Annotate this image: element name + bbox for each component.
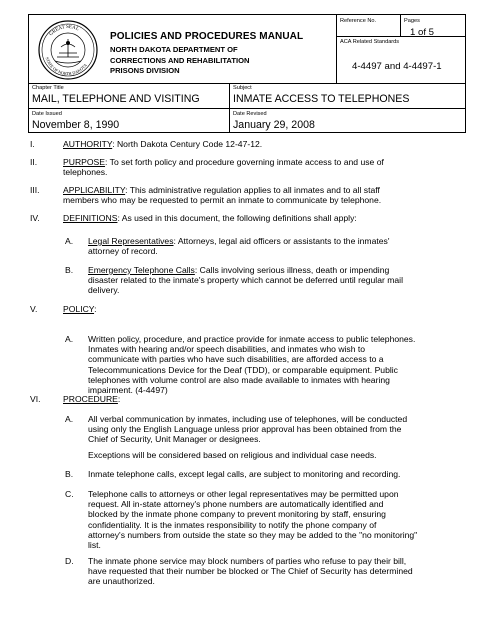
policy-text-line: Telecommunications Device for the Deaf (TDD), or comparable equipment. Public (88, 364, 398, 375)
header-divider (400, 15, 401, 36)
date-issued-label: Date Issued (32, 111, 62, 117)
policy-text-line: telephones with volume control are also made available to inmates with hearing (88, 374, 390, 385)
procedure-text-line: The inmate phone service may block numbers of parties who refuse to pay their bill, (88, 556, 407, 566)
reference-label: Reference No. (340, 18, 377, 24)
procedure-text-line: All verbal communication by inmates, including use of telephones, will be conducted (88, 414, 408, 424)
authority-section (63, 139, 262, 149)
section-text: : North Dakota Century Code 12-47-12. (112, 139, 263, 149)
org-line: NORTH DAKOTA DEPARTMENT OF (110, 45, 238, 54)
policy-text-line: Written policy, procedure, and practice provide for inmate access to public telephones. (88, 334, 416, 344)
svg-text:GREAT SEAL: GREAT SEAL (48, 24, 80, 38)
procedure-section (63, 394, 120, 404)
procedure-text-line: have requested that their number be blocked or The Chief of Security has determined (88, 566, 413, 577)
item-letter: B. (65, 265, 74, 275)
svg-text:STATE OF NORTH DAKOTA: STATE OF NORTH DAKOTA (44, 56, 88, 77)
chapter-title-label: Chapter Title (32, 85, 64, 91)
date-revised-label: Date Revised (233, 111, 267, 117)
section-text: : As used in this document, the following definitions shall apply: (117, 213, 357, 223)
section-number: VI. (30, 394, 41, 404)
section-text: telephones. (63, 167, 108, 178)
org-line: CORRECTIONS AND REHABILITATION (110, 55, 250, 65)
procedure-text-line: attorney's numbers from outside the state so they may be added to the "no monitoring" (88, 529, 418, 540)
policy-text-line: impairment. (4-4497) (88, 385, 168, 396)
procedure-item-a (88, 414, 473, 445)
purpose-section (63, 157, 463, 177)
header-divider (336, 15, 337, 83)
date-issued-value: November 8, 1990 (32, 119, 120, 131)
procedure-text-line: request. All in-state attorney's phone numbers are automatically identified and (88, 499, 384, 510)
policy-section (63, 304, 96, 314)
document-header-table (28, 14, 466, 133)
definition-term: Emergency Telephone Calls (88, 265, 195, 275)
procedure-item-b: Inmate telephone calls, except legal calls, are subject to monitoring and recording. (88, 469, 401, 479)
date-revised-value: January 29, 2008 (233, 119, 315, 131)
section-heading: PURPOSE (63, 157, 106, 167)
pages-value: 1 of 5 (410, 27, 435, 38)
north-dakota-state-seal (37, 19, 99, 81)
definition-text: : Attorneys, legal aid officers or assistants to the inmates' (173, 236, 390, 246)
item-letter: A. (65, 414, 74, 424)
section-text: members who may be requested to permit an inmate to communicate by telephone. (63, 195, 382, 206)
item-letter: C. (65, 489, 74, 499)
procedure-text-line: using only the English Language unless prior approval has been obtained from the (88, 424, 402, 435)
item-letter: B. (65, 469, 74, 479)
item-letter: D. (65, 556, 74, 566)
section-heading: PROCEDURE (63, 394, 118, 404)
procedure-text-line: confidentiality. It is the inmates responsibility to notify the phone company of (88, 519, 377, 530)
procedure-text-line: list. (88, 540, 101, 551)
item-letter: A. (65, 334, 74, 344)
definition-term: Legal Representatives (88, 236, 174, 246)
definition-text: attorney of record. (88, 246, 158, 257)
section-text: : This administrative regulation applies to all inmates and to all staff (125, 185, 380, 195)
section-number: II. (30, 157, 38, 167)
header-divider (336, 36, 465, 37)
procedure-text-line: Chief of Security, Unit Manager or designees. (88, 434, 261, 445)
procedure-exceptions: Exceptions will be considered based on religious and individual case needs. (88, 450, 377, 460)
section-number: V. (30, 304, 38, 314)
section-heading: APPLICABILITY (63, 185, 126, 195)
procedure-item-c (88, 489, 478, 550)
policy-text-line: communicate with parties who have such disabilities, are afforded access to a (88, 354, 384, 365)
definition-emergency-calls (88, 265, 473, 296)
header-divider (29, 108, 465, 109)
subject-label: Subject (233, 85, 252, 91)
aca-standards-value: 4-4497 and 4-4497-1 (352, 61, 442, 72)
definition-text: : Calls involving serious illness, death or impending (194, 265, 390, 275)
policy-text-line: Inmates with hearing and/or speech disabilities, and inmates who wish to (88, 344, 366, 355)
section-number: III. (30, 185, 40, 195)
procedure-text-line: blocked by the inmate phone company to prevent monitoring by staff, ensuring (88, 509, 386, 520)
section-number: I. (30, 139, 35, 149)
procedure-item-d (88, 556, 478, 587)
procedure-text-line: Telephone calls to attorneys or other legal representatives may be permitted upon (88, 489, 399, 499)
definition-legal-representatives (88, 236, 468, 256)
aca-standards-label: ACA Related Standards (340, 39, 400, 45)
applicability-section (63, 185, 473, 205)
section-heading: DEFINITIONS (63, 213, 118, 223)
section-heading: POLICY (63, 304, 95, 314)
section-text: : (117, 394, 121, 404)
section-text: : (94, 304, 97, 314)
organization-name (110, 45, 330, 77)
definition-text: disaster related to the inmate's property which cannot be deferred until regular mail (88, 275, 404, 286)
item-letter: A. (65, 236, 74, 246)
section-text: : To set forth policy and procedure governing inmate access to and use of (105, 157, 384, 167)
subject-value: INMATE ACCESS TO TELEPHONES (233, 93, 410, 105)
definition-text: delivery. (88, 285, 120, 296)
section-heading: AUTHORITY (63, 139, 113, 149)
header-divider (29, 83, 465, 84)
definitions-section (63, 213, 357, 223)
section-number: IV. (30, 213, 40, 223)
pages-label: Pages (404, 18, 420, 24)
chapter-title-value: MAIL, TELEPHONE AND VISITING (32, 93, 200, 105)
manual-title: POLICIES AND PROCEDURES MANUAL (110, 31, 304, 42)
header-divider (229, 83, 230, 132)
procedure-text-line: are unauthorized. (88, 576, 155, 587)
policy-item-a (88, 334, 473, 395)
org-line: PRISONS DIVISION (110, 66, 180, 76)
